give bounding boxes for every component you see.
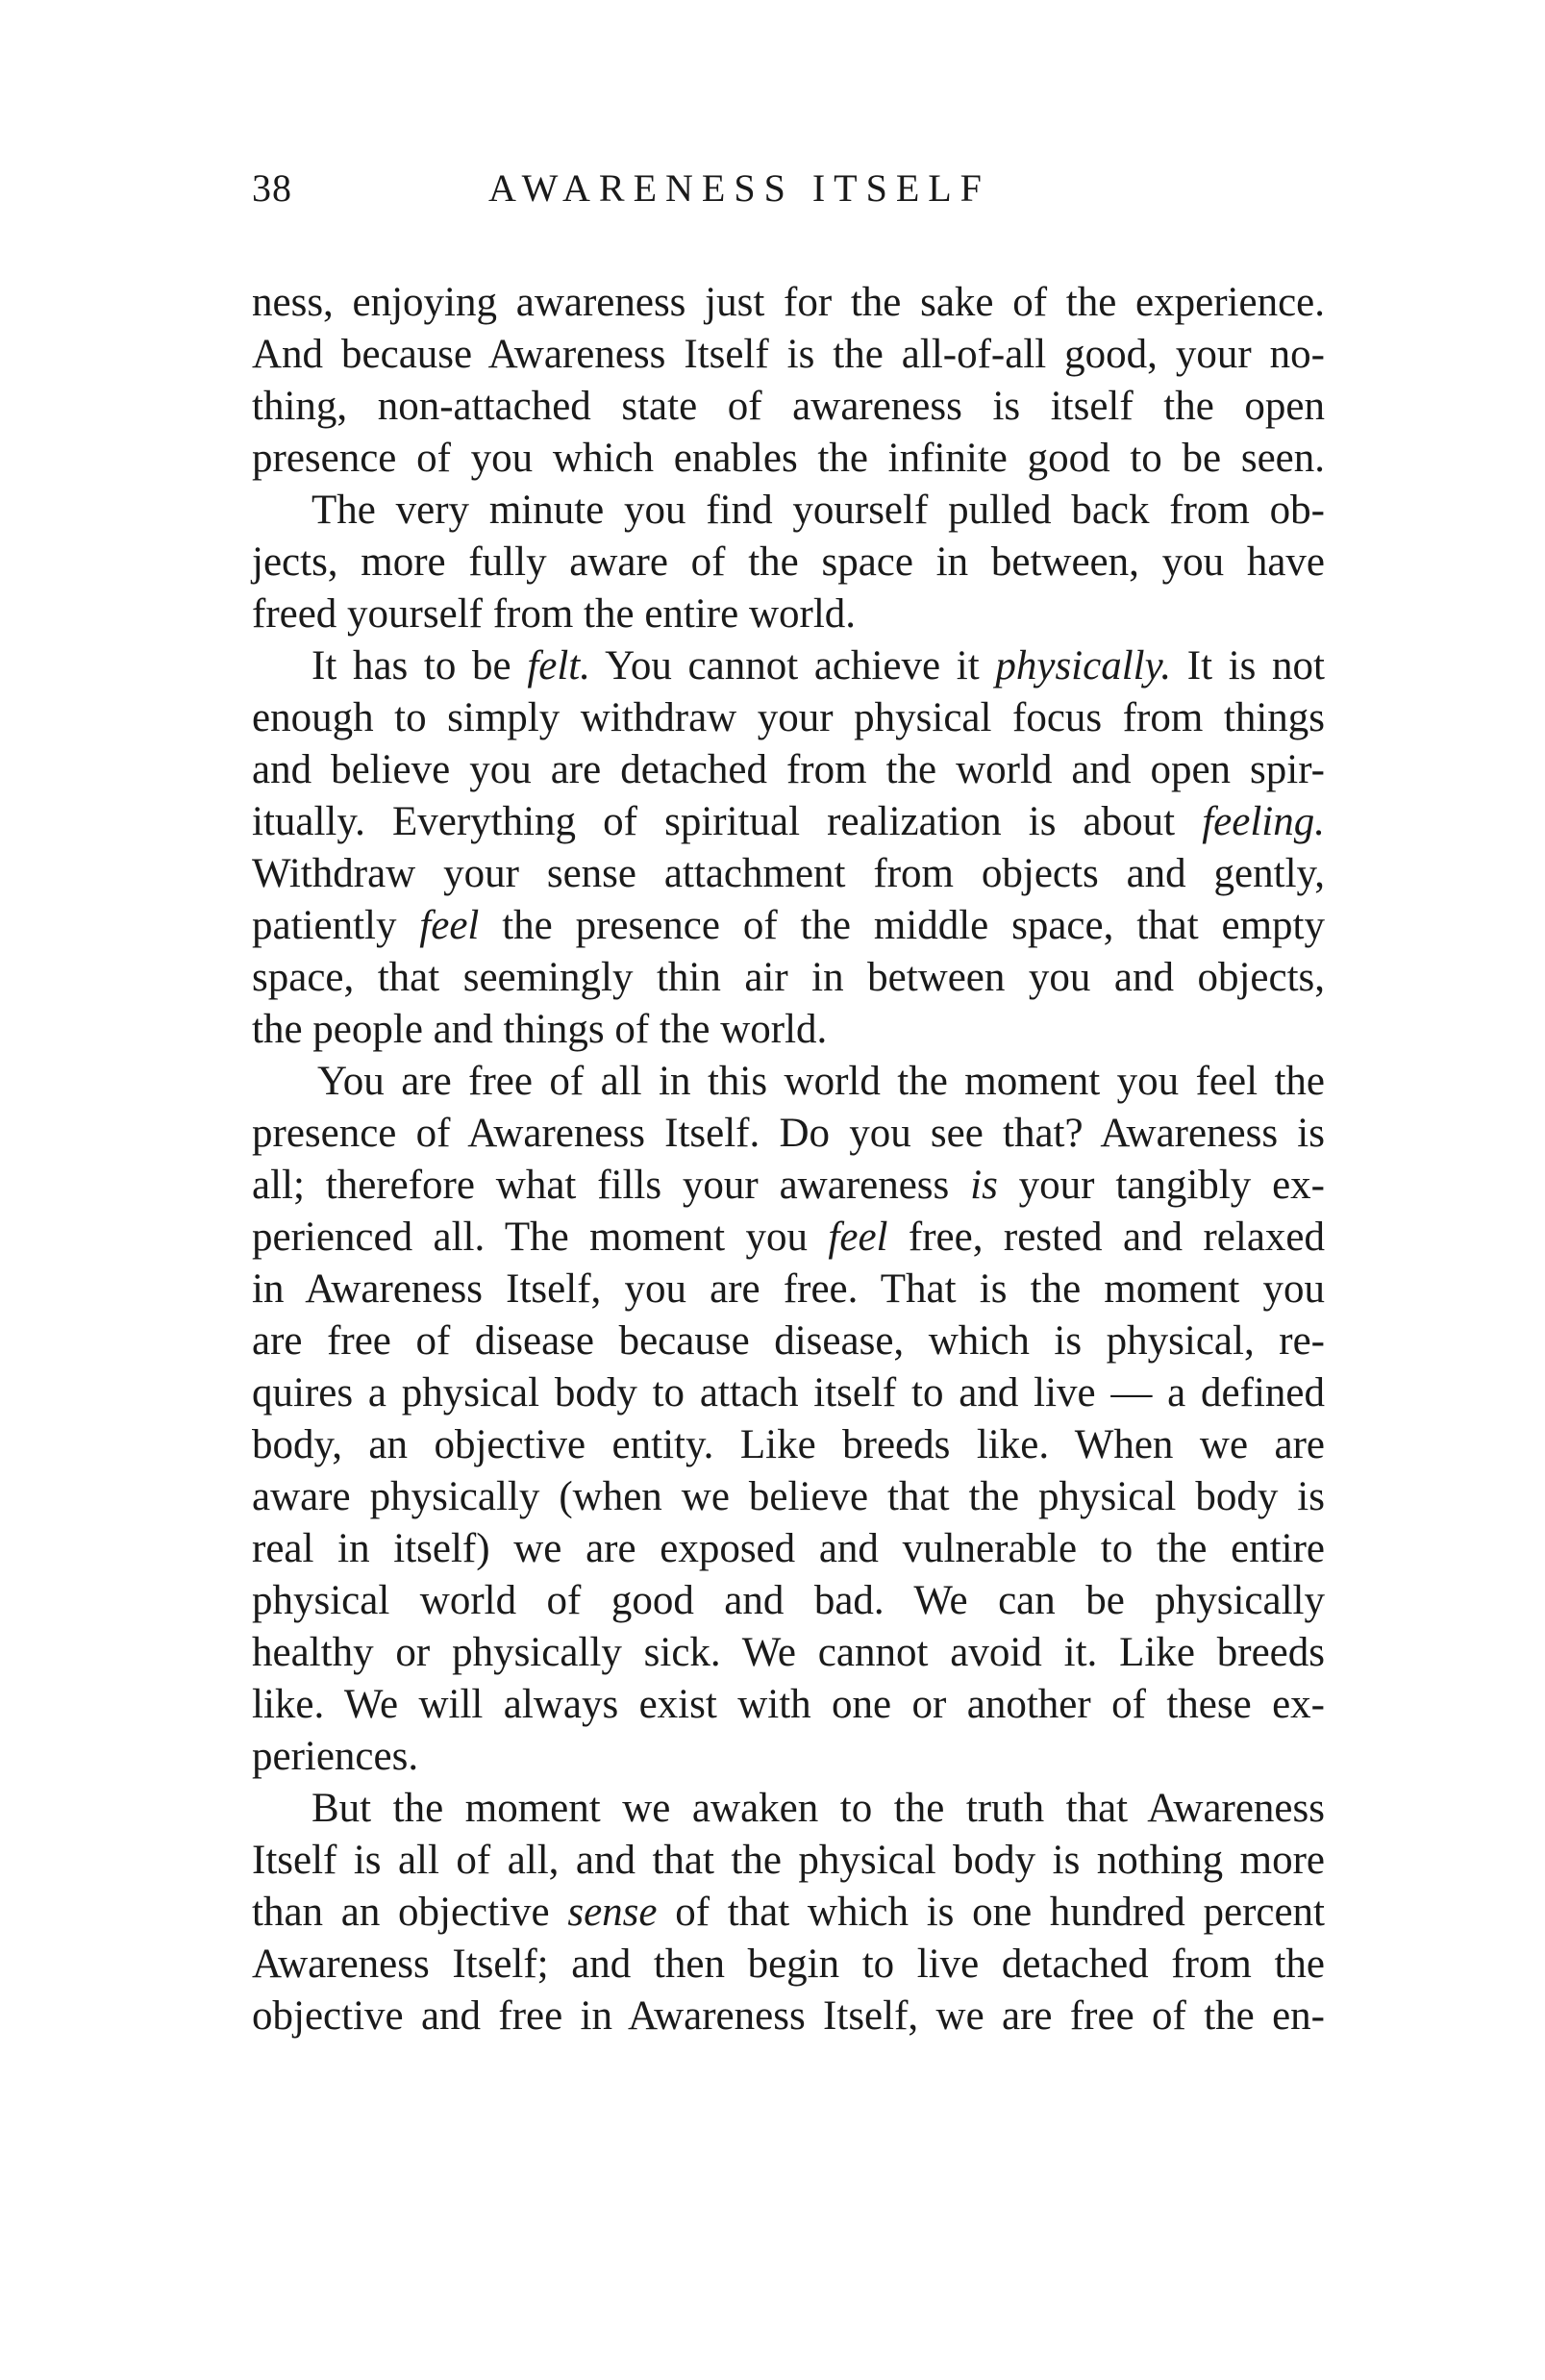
text-line: presence of Awareness Itself. Do you see that? Awareness is (252, 1111, 1325, 1156)
text-line: thing, non-attached state of awareness is itself the open (252, 384, 1325, 429)
text-line: space, that seemingly thin air in between you and objects, (252, 955, 1325, 1000)
emphasis: felt. (527, 643, 591, 689)
text-line: like. We will always exist with one or another of these ex- (252, 1682, 1325, 1727)
paragraph-start-line: But the moment we awaken to the truth that Awareness (311, 1786, 1325, 1831)
emphasis: sense (567, 1890, 658, 1935)
emphasis: feel (828, 1215, 888, 1260)
text-line: patiently feel the presence of the middle space, that empty (252, 903, 1325, 948)
body-text (252, 277, 1325, 2042)
paragraph-start-line: It has to be felt. You cannot achieve it physically. It is not (311, 643, 1325, 689)
text-line: ness, enjoying awareness just for the sake of the experience. (252, 280, 1325, 325)
text-line: physical world of good and bad. We can be physically (252, 1578, 1325, 1623)
text-line: in Awareness Itself, you are free. That is the moment you (252, 1266, 1325, 1312)
text-line: and believe you are detached from the world and open spir- (252, 747, 1325, 792)
running-head (252, 160, 1325, 217)
book-title: AWARENESS ITSELF (488, 166, 990, 210)
text-line: perienced all. The moment you feel free, rested and relaxed (252, 1215, 1325, 1260)
emphasis: is (970, 1163, 998, 1208)
page-number: 38 (252, 166, 292, 210)
text-line: all; therefore what fills your awareness is your tangibly ex- (252, 1163, 1325, 1208)
emphasis: feeling. (1202, 799, 1325, 844)
text-line: Itself is all of all, and that the physical body is nothing more (252, 1838, 1325, 1883)
paragraph-end-line: the people and things of the world. (252, 1007, 828, 1052)
text-line: Awareness Itself; and then begin to live detached from the (252, 1942, 1325, 1987)
text-line: aware physically (when we believe that the physical body is (252, 1474, 1325, 1519)
emphasis: feel (419, 903, 480, 948)
emphasis: physically. (995, 643, 1172, 689)
text-line: quires a physical body to attach itself to and live — a defined (252, 1370, 1325, 1415)
paragraph-end-line: periences. (252, 1734, 419, 1779)
text-line: than an objective sense of that which is one hundred percent (252, 1890, 1326, 1935)
text-line: jects, more fully aware of the space in between, you have (252, 539, 1325, 585)
text-line: real in itself) we are exposed and vulnerable to the entire (252, 1526, 1325, 1571)
text-line: presence of you which enables the infinite good to be seen. (252, 436, 1325, 481)
paragraph-start-line: The very minute you find yourself pulled back from ob- (311, 488, 1325, 533)
paragraph-start-line: You are free of all in this world the moment you feel the (317, 1059, 1325, 1104)
text-line: body, an objective entity. Like breeds like. When we are (252, 1422, 1325, 1467)
text-line: objective and free in Awareness Itself, we are free of the en- (252, 1993, 1325, 2039)
text-line: And because Awareness Itself is the all-of-all good, your no- (252, 332, 1325, 377)
text-line: healthy or physically sick. We cannot avoid it. Like breeds (252, 1630, 1325, 1675)
text-line: Withdraw your sense attachment from objects and gently, (252, 851, 1325, 896)
text-line: itually. Everything of spiritual realization is about feeling. (252, 799, 1325, 844)
text-line: enough to simply withdraw your physical focus from things (252, 695, 1325, 740)
text-line: are free of disease because disease, which is physical, re- (252, 1318, 1325, 1364)
paragraph-end-line: freed yourself from the entire world. (252, 591, 857, 637)
